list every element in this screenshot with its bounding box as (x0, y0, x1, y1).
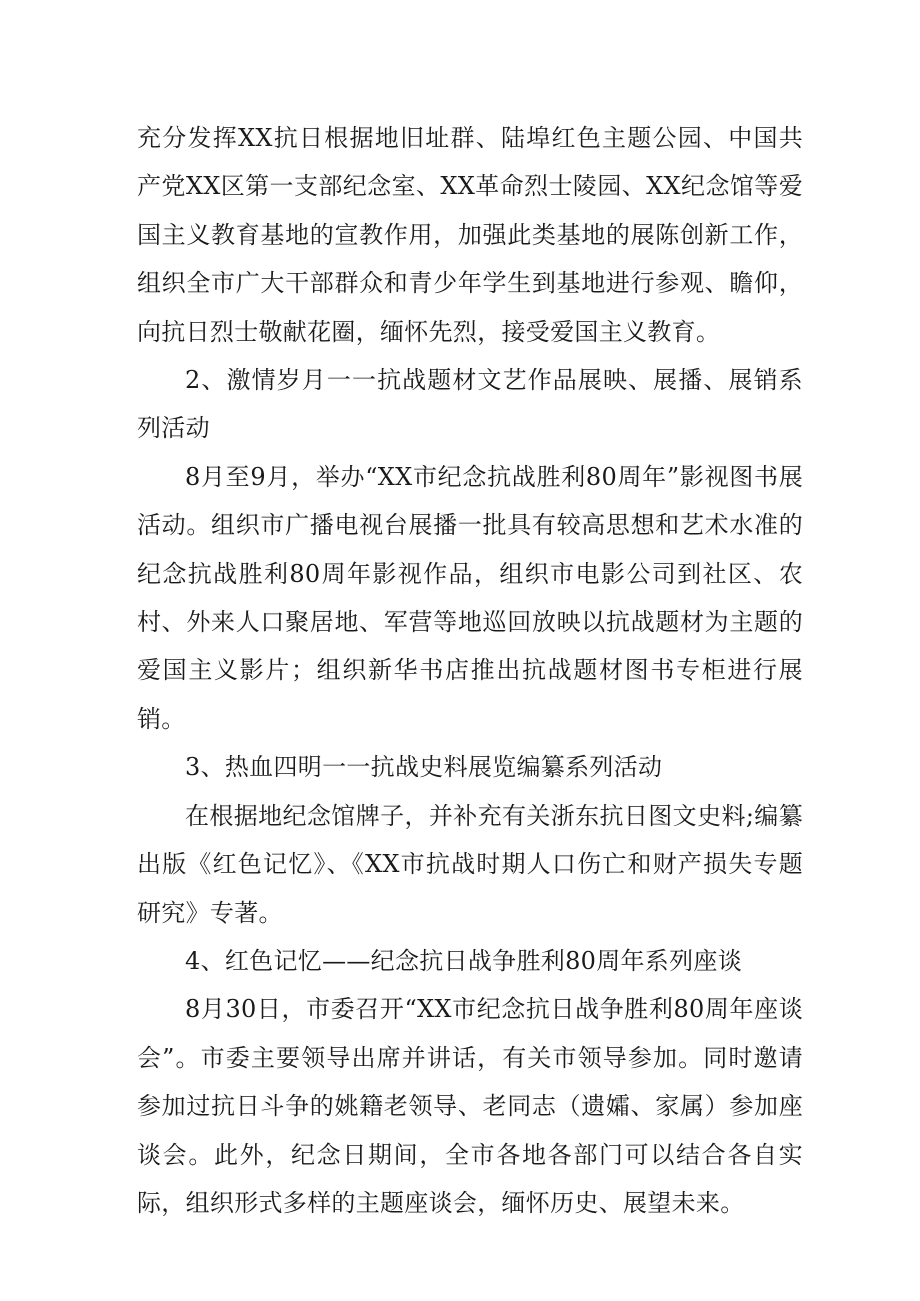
paragraph-film-book-exhibition: 8月至9月，举办“XX市纪念抗战胜利80周年”影视图书展活动。组织市广播电视台展播一批具有较高思想和艺术水准的纪念抗战胜利80周年影视作品，组织市电影公司到社区、农村、外来人口聚居地、军营等地巡回放映以抗战题材为主题的爱国主义影片；组织新华书店推出抗战题材图书专柜进行展销。 (137, 462, 803, 733)
document-body (137, 114, 803, 1227)
heading-item-3: 3、热血四明一一抗战史料展览编纂系列活动 (185, 753, 663, 782)
heading-item-2: 2、激情岁月一一抗战题材文艺作品展映、展播、展销系列活动 (137, 366, 803, 443)
paragraph-education-bases: 充分发挥XX抗日根据地旧址群、陆埠红色主题公园、中国共产党XX区第一支部纪念室、XX革命烈士陵园、XX纪念馆等爱国主义教育基地的宣教作用，加强此类基地的展陈创新工作，组织全市广大干部群众和青少年学生到基地进行参观、瞻仰，向抗日烈士敬献花圈，缅怀先烈，接受爱国主义教育。 (137, 124, 803, 346)
paragraph-historical-materials: 在根据地纪念馆牌子，并补充有关浙东抗日图文史料;编纂出版《红色记忆》、《XX市抗战时期人口伤亡和财产损失专题研究》专著。 (137, 801, 803, 927)
paragraph-symposium: 8月30日，市委召开“XX市纪念抗日战争胜利80周年座谈会”。市委主要领导出席并讲话，有关市领导参加。同时邀请参加过抗日斗争的姚籍老领导、老同志（遗孀、家属）参加座谈会。此外，纪念日期间，全市各地各部门可以结合各自实际，组织形式多样的主题座谈会，缅怀历史、展望未来。 (137, 995, 803, 1217)
heading-item-4: 4、红色记忆——纪念抗日战争胜利80周年系列座谈 (185, 946, 743, 975)
